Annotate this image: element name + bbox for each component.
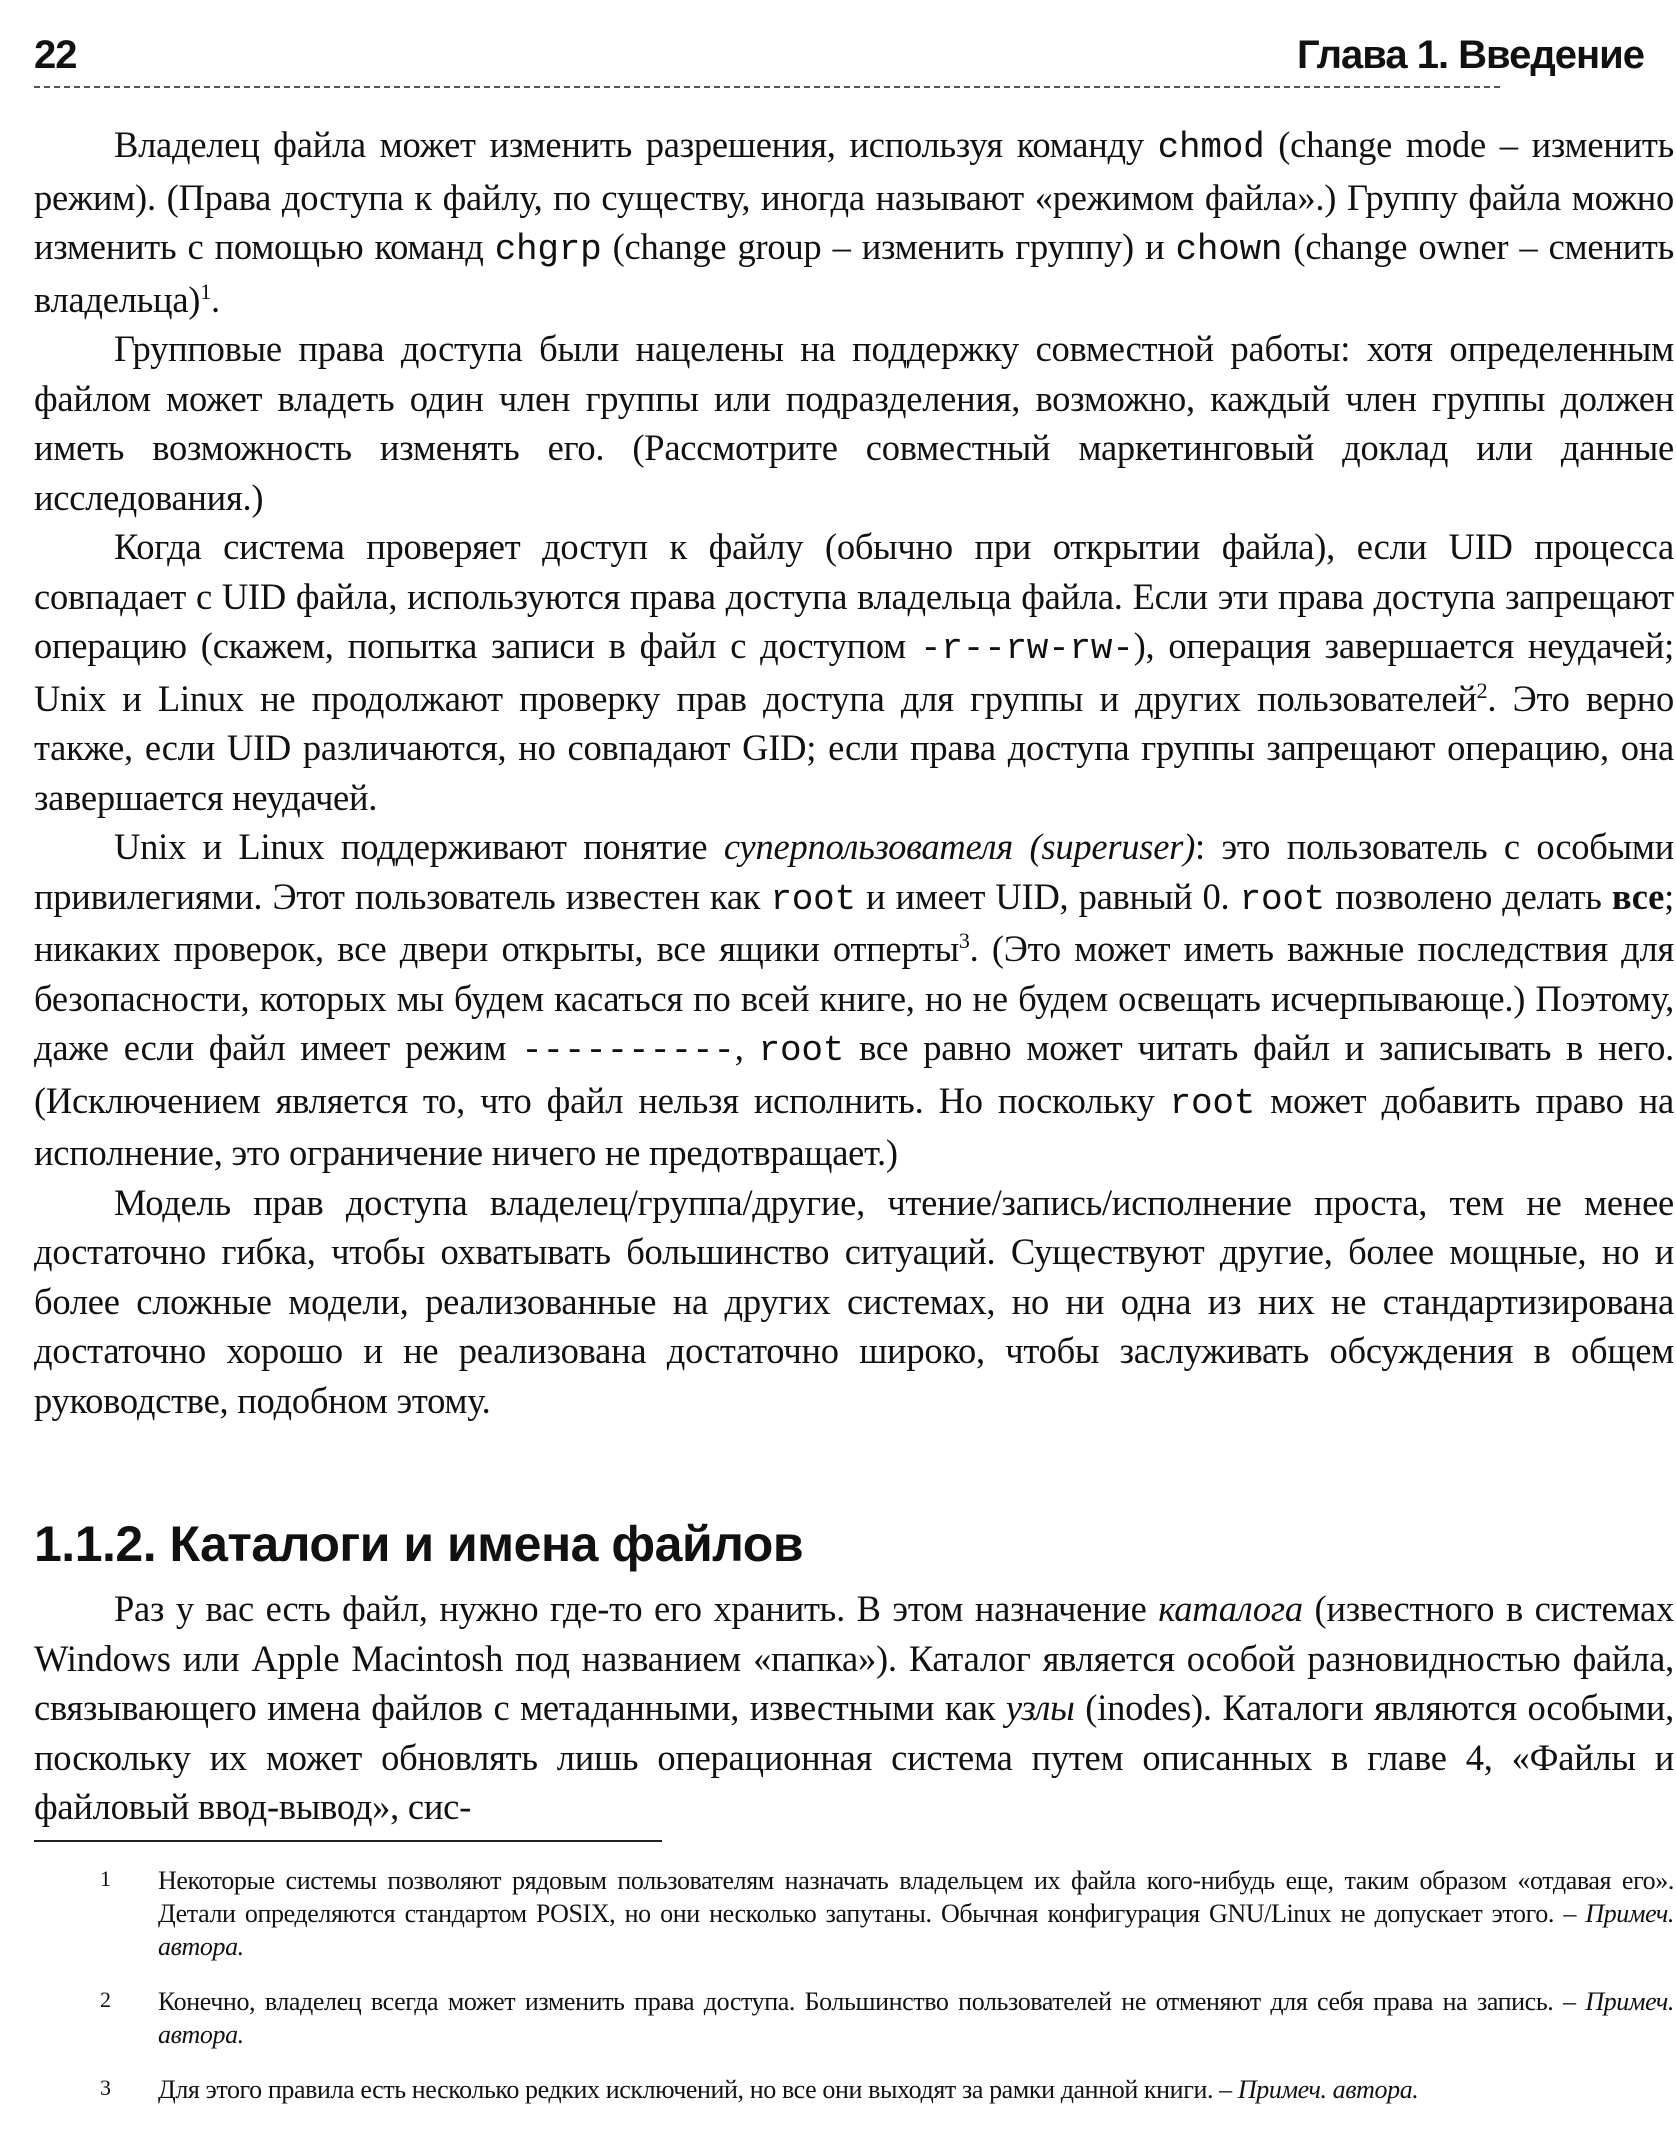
footnote-text xyxy=(158,1985,1674,2051)
code-permissions: -r--rw-rw- xyxy=(920,628,1134,669)
footnotes xyxy=(100,1864,1674,2128)
text-run: и имеет UID, равный 0. xyxy=(855,875,1240,917)
code-mode-none: ---------- xyxy=(521,1030,735,1071)
term-directory: каталога xyxy=(1158,1588,1303,1629)
text-run: , xyxy=(734,1027,759,1068)
text-run: . (Это может иметь важные последствия для безопасности, которых мы будем касаться по всей книге, но не будем освещать исчерпывающе.) Поэтому, даже если файл имеет режим xyxy=(34,928,1674,1068)
term-inodes: узлы xyxy=(1005,1687,1075,1728)
text-run: Некоторые системы позволяют рядовым пользователям назначать владельцем их файла кого-нибудь еще, таким образом «отдавая его». Детали определяются стандартом POSIX, но они несколько запутаны. Обычная конфигурация GNU/Linux не допускает этого. – xyxy=(158,1866,1674,1928)
footnote-ref-1[interactable]: 1 xyxy=(200,278,211,304)
text-run: Unix и Linux поддерживают понятие xyxy=(114,826,724,867)
text-run: Для этого правила есть несколько редких исключений, но все они выходят за рамки данной книги. – xyxy=(158,2075,1238,2104)
term-superuser: суперпользователя (superuser) xyxy=(723,826,1196,867)
paragraph-superuser xyxy=(34,822,1674,1178)
paragraph-permission-model: Модель прав доступа владелец/группа/другие, чтение/запись/исполнение проста, тем не менее достаточно гибка, чтобы охватывать большинство ситуаций. Существуют другие, более мощные, но и более сложные модели, реализованные на других системах, но ни одна из них не стандартизирована достаточно хорошо и не реализована достаточно широко, чтобы заслуживать обсуждения в общем руководстве, подобном этому. xyxy=(34,1181,1674,1421)
section-heading: 1.1.2. Каталоги и имена файлов xyxy=(34,1516,804,1572)
text-run: (inodes). Каталоги являются особыми, поскольку их может обновлять лишь операционная система путем описанных в главе 4, «Файлы и файловый ввод-вывод», сис- xyxy=(34,1687,1674,1827)
footnote-number: 1 xyxy=(100,1866,111,1891)
code-root: root xyxy=(1169,1082,1256,1124)
author-note: Примеч. автора. xyxy=(158,1899,1674,1961)
text-run: : это пользователь с особыми привилегиями. Этот пользователь известен как xyxy=(34,826,1674,917)
section-body xyxy=(34,1584,1674,1832)
code-root: root xyxy=(758,1030,845,1071)
footnote-number: 2 xyxy=(100,1987,111,2012)
footnote-text xyxy=(158,1864,1674,1963)
text-run: Владелец файла может изменить разрешения, используя команду xyxy=(114,124,1158,165)
text-run: позволено делать xyxy=(1325,875,1612,917)
text-run: (change owner – сменить владельца) xyxy=(34,226,1674,320)
code-root: root xyxy=(770,878,856,920)
code-chgrp: chgrp xyxy=(494,229,602,270)
running-head xyxy=(34,30,1644,78)
footnote-ref-2[interactable]: 2 xyxy=(1476,677,1488,703)
text-run: Когда система проверяет доступ к файлу (обычно при открытии файла), если UID процесса совпадает с UID файла, используются права доступа владельца файла. Если эти права доступа запрещают операцию (скажем, попытка записи в файл с доступом xyxy=(34,526,1674,666)
author-note: Примеч. автора. xyxy=(158,1987,1674,2049)
code-root: root xyxy=(1239,878,1326,920)
text-run: все равно может читать файл и записывать в него. (Исключением является то, что файл нельзя исполнить. Но поскольку xyxy=(34,1027,1675,1121)
text-run: (change group – изменить группу) и xyxy=(601,226,1176,267)
page-number: 22 xyxy=(34,33,77,77)
paragraph-access-check xyxy=(34,522,1674,822)
text-run: ; никаких проверок, все двери открыты, все ящики отперты xyxy=(34,875,1674,969)
text-run: . Это верно также, если UID различаются, но совпадают GID; если права доступа группы запрещают операцию, она завершается неудачей. xyxy=(34,677,1674,818)
footnote-rule xyxy=(34,1840,662,1842)
body-text xyxy=(34,120,1674,1425)
author-note: Примеч. автора. xyxy=(1237,2075,1419,2104)
paragraph-directories xyxy=(34,1584,1674,1832)
text-run: Раз у вас есть файл, нужно где-то его хранить. В этом назначение xyxy=(114,1588,1159,1629)
code-chown: chown xyxy=(1175,229,1283,270)
footnote-2 xyxy=(100,1985,1674,2051)
paragraph-group-rights: Групповые права доступа были нацелены на поддержку совместной работы: хотя определенным файлом может владеть один член группы или подразделения, возможно, каждый член группы должен иметь возможность изменять его. (Рассмотрите совместный маркетинговый доклад или данные исследования.) xyxy=(34,328,1674,518)
code-chmod: chmod xyxy=(1157,127,1265,168)
footnote-3 xyxy=(100,2073,1674,2106)
text-run: может добавить право на исполнение, это ограничение ничего не предотвращает.) xyxy=(34,1079,1674,1173)
header-rule xyxy=(34,86,1500,88)
text-run: . xyxy=(210,278,220,320)
footnote-text xyxy=(158,2073,1674,2106)
chapter-title: Глава 1. Введение xyxy=(1296,33,1644,77)
footnote-1 xyxy=(100,1864,1674,1963)
footnote-number: 3 xyxy=(100,2075,111,2100)
text-run: (change mode – изменить режим). (Права доступа к файлу, по существу, иногда называют «режимом файла».) Группу файла можно изменить с помощью команд xyxy=(34,124,1675,267)
footnote-ref-3[interactable]: 3 xyxy=(958,927,970,953)
paragraph-chmod xyxy=(34,120,1674,324)
text-run: ), операция завершается неудачей; Unix и Linux не продолжают проверку прав доступа для группы и других пользователей xyxy=(34,625,1674,719)
text-run: Конечно, владелец всегда может изменить права доступа. Большинство пользователей не отменяют для себя права на запись. – xyxy=(158,1987,1586,2016)
text-run: (известного в системах Windows или Apple Macintosh под названием «папка»). Каталог является особой разновидностью файла, связывающего имена файлов с метаданными, известными как xyxy=(34,1588,1675,1728)
bold-word: все xyxy=(1611,875,1665,917)
